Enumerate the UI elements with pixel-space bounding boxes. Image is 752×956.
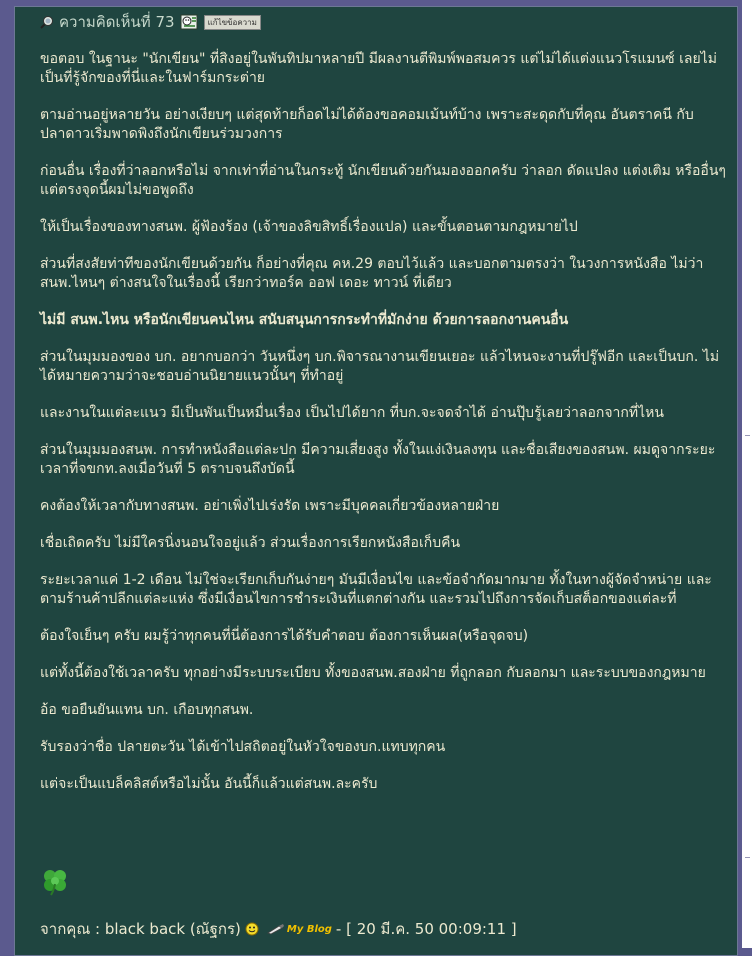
paragraph: แต่ทั้งนี้ต้องใช้เวลาครับ ทุกอย่างมีระบบระเบียบ ทั้งของสนพ.สองฝ่าย ที่ถูกลอก กับลอกมา และระบบของกฎหมาย bbox=[40, 665, 706, 681]
bold-paragraph: ไม่มี สนพ.ไหน หรือนักเขียนคนไหน สนับสนุนการกระทำที่มักง่าย ด้วยการลอกงานคนอื่น bbox=[40, 312, 569, 328]
author-label: จากคุณ : black back (ณัฐกร) bbox=[40, 920, 241, 938]
paragraph: ส่วนในมุมมองของ บก. อยากบอกว่า วันหนึ่งๆ บก.พิจารณางานเขียนเยอะ แล้วไหนจะงานที่ปรู๊ฟอีก และเป็นบก. ไม่ได้หมายความว่าจะชอบอ่านนิยายแนวนั้นๆ ที่ทำอยู่ bbox=[40, 349, 720, 384]
paragraph: ระยะเวลาแค่ 1-2 เดือน ไม่ใช่จะเรียกเก็บกันง่ายๆ มันมีเงื่อนไข และข้อจำกัดมากมาย ทั้งในทางผู้จัดจำหน่าย และตามร้านค้าปลีกแต่ละแห่ง ซึ่งมีเงื่อนไขการชำระเงินที่แตกต่างกัน และรวมไปถึงการจัดเก็บสต็อกของแต่ละที่ bbox=[40, 572, 712, 607]
smiley-icon bbox=[245, 922, 259, 936]
magnifier-user-icon bbox=[40, 15, 54, 29]
scroll-marker bbox=[745, 857, 750, 858]
left-margin bbox=[0, 0, 14, 948]
scroll-marker bbox=[745, 435, 750, 436]
right-scroll-strip bbox=[742, 0, 752, 948]
clover-icon bbox=[40, 866, 70, 896]
paragraph: แต่จะเป็นแบล็คลิสต์หรือไม่นั้น อันนี้ก็แล้วแต่สนพ.ละครับ bbox=[40, 776, 378, 792]
comment-number: ความคิดเห็นที่ 73 bbox=[59, 13, 175, 31]
paragraph: ขอตอบ ในฐานะ "นักเขียน" ที่สิงอยู่ในพันทิปมาหลายปี มีผลงานตีพิมพ์พอสมควร แต่ไม่ได้แต่งแนวโรแมนซ์ เลยไม่เป็นที่รู้จักของที่นี่และในฟาร์มกระต่าย bbox=[40, 51, 717, 86]
my-blog-label: My Blog bbox=[286, 923, 332, 935]
paragraph: คงต้องให้เวลากับทางสนพ. อย่าเพิ่งไปเร่งรัด เพราะมีบุคคลเกี่ยวข้องหลายฝ่าย bbox=[40, 498, 500, 514]
pen-icon bbox=[267, 923, 285, 935]
paragraph: อ้อ ขอยืนยันแทน บก. เกือบทุกสนพ. bbox=[40, 702, 254, 718]
paragraph: ต้องใจเย็นๆ ครับ ผมรู้ว่าทุกคนที่นี่ต้องการได้รับคำตอบ ต้องการเห็นผล(หรือจุดจบ) bbox=[40, 628, 529, 644]
timestamp: - [ 20 มี.ค. 50 00:09:11 ] bbox=[335, 920, 517, 938]
comment-footer bbox=[40, 918, 517, 940]
paragraph: ก่อนอื่น เรื่องที่ว่าลอกหรือไม่ จากเท่าที่อ่านในกระทู้ นักเขียนด้วยกันมองออกครับ ว่าลอก ดัดแปลง แต่งเติม หรืออื่นๆ แต่ตรงจุดนี้ผมไม่ขอพูดถึง bbox=[40, 163, 726, 198]
paragraph: ส่วนที่สงสัยท่าทีของนักเขียนด้วยกัน ก็อย่างที่คุณ คห.29 ตอบไว้แล้ว และบอกตามตรงว่า ในวงการหนังสือ ไม่ว่าสนพ.ไหนๆ ต่างสนใจในเรื่องนี้ เรียกว่าทอร์ค ออฟ เดอะ ทาวน์ ที่เดียว bbox=[40, 256, 704, 291]
face-document-icon bbox=[180, 14, 198, 30]
my-blog-link[interactable] bbox=[267, 923, 332, 935]
edit-comment-button[interactable]: แก้ไขข้อความ bbox=[204, 15, 261, 30]
paragraph: และงานในแต่ละแนว มีเป็นพันเป็นหมื่นเรื่อง เป็นไปได้ยาก ที่บก.จะจดจำได้ อ่านปุ๊บรู้เลยว่าลอกจากที่ไหน bbox=[40, 405, 664, 421]
comment-header bbox=[40, 12, 261, 32]
paragraph: เชื่อเถิดครับ ไม่มีใครนิ่งนอนใจอยู่แล้ว ส่วนเรื่องการเรียกหนังสือเก็บคืน bbox=[40, 535, 461, 551]
paragraph: ให้เป็นเรื่องของทางสนพ. ผู้ฟ้องร้อง (เจ้าของลิขสิทธิ์เรื่องแปล) และขั้นตอนตามกฎหมายไป bbox=[40, 219, 578, 235]
paragraph: ตามอ่านอยู่หลายวัน อย่างเงียบๆ แต่สุดท้ายก็อดไม่ได้ต้องขอคอมเม้นท์บ้าง เพราะสะดุดกับที่คุณ อันตราคนี กับปลาดาวเริ่มพาดพิงถึงนักเขียนร่วมวงการ bbox=[40, 107, 694, 142]
comment-body bbox=[40, 50, 730, 812]
paragraph: ส่วนในมุมมองสนพ. การทำหนังสือแต่ละปก มีความเสี่ยงสูง ทั้งในแง่เงินลงทุน และชื่อเสียงของสนพ. ผมดูจากระยะเวลาที่จขกท.ลงเมื่อวันที่ 5 ตราบจนถึงบัดนี้ bbox=[40, 442, 716, 477]
paragraph: รับรองว่าชื่อ ปลายตะวัน ได้เข้าไปสถิตอยู่ในหัวใจของบก.แทบทุกคน bbox=[40, 739, 446, 755]
